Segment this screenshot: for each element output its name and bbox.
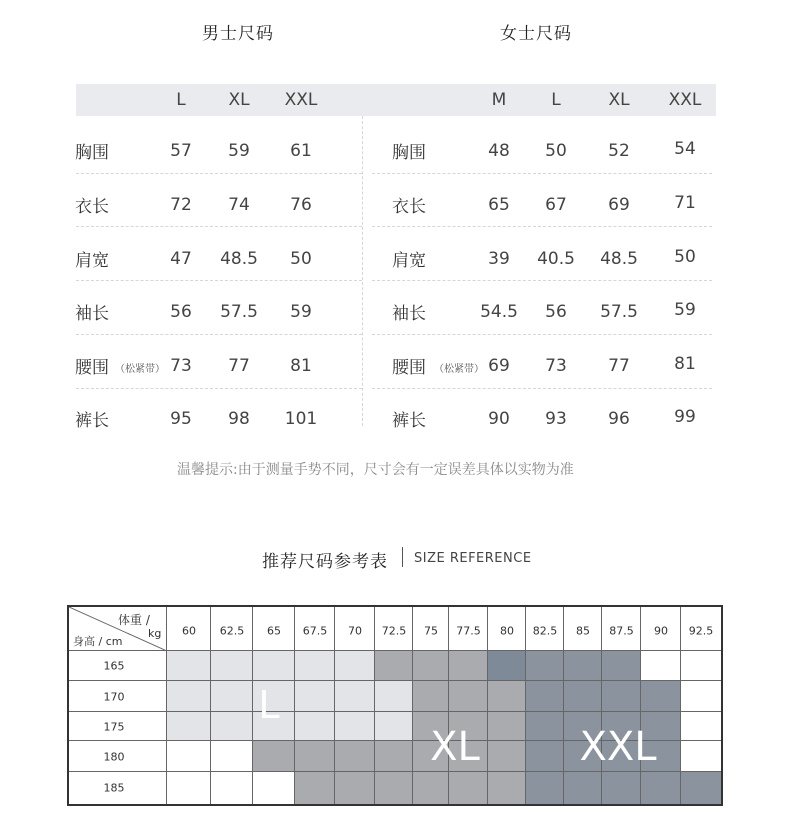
men-size-header: L [176,90,186,110]
row-divider [76,388,362,389]
size-cell [602,651,641,681]
women-cell: 71 [674,193,696,213]
women-cell: 40.5 [537,249,575,269]
size-cell [253,651,295,681]
men-cell: 59 [228,141,250,161]
women-cell: 67 [545,195,567,215]
size-cell [295,741,335,772]
women-cell: 77 [608,356,630,376]
size-cell [488,651,526,681]
women-row-label: 胸围 [392,143,426,163]
women-row-label: 衣长 [392,197,426,217]
row-divider [372,334,712,335]
weight-value: 75 [424,624,438,638]
size-cell [295,651,335,681]
men-size-header: XL [228,90,250,110]
men-cell: 57.5 [220,302,258,322]
size-cell [641,651,681,681]
height-value: 175 [103,720,125,733]
men-row-label: 腰围 [75,358,109,378]
grid-corner-header [69,607,167,651]
women-row-label: 袖长 [392,304,426,324]
height-value: 180 [103,750,125,763]
size-cell [295,712,335,741]
size-cell [211,741,253,772]
size-cell [681,651,721,681]
women-size-header: M [491,90,507,110]
women-row-label: 腰围 [392,358,426,378]
size-cell [681,712,721,741]
women-cell: 50 [545,141,567,161]
size-cell [526,712,564,741]
men-cell: 74 [228,195,250,215]
men-cell: 95 [170,409,192,429]
weight-value: 77.5 [456,624,481,638]
size-cell [211,681,253,712]
women-cell: 57.5 [600,302,638,322]
weight-unit-label: kg [148,627,162,640]
height-value: 170 [103,690,125,703]
size-cell [488,741,526,772]
size-cell [253,772,295,804]
women-cell: 59 [674,300,696,320]
weight-value: 87.5 [609,624,634,638]
size-cell [375,651,413,681]
size-cell [526,681,564,712]
title-separator [402,547,403,567]
men-cell: 48.5 [220,249,258,269]
row-divider [372,226,712,227]
size-cell [335,712,375,741]
weight-value: 85 [576,624,590,638]
size-reference-grid [67,605,723,806]
size-cell [413,651,449,681]
height-axis-label: 身高 / cm [73,635,123,648]
size-cell [335,741,375,772]
men-row-label: 衣长 [75,197,109,217]
men-row-label: 肩宽 [75,251,109,271]
women-cell: 96 [608,409,630,429]
size-cell [564,681,602,712]
women-row-label: 裤长 [392,411,426,431]
weight-value: 92.5 [688,624,714,638]
size-cell [167,651,211,681]
weight-axis-label: 体重 / [118,613,150,627]
size-cell [375,712,413,741]
men-row-label: 胸围 [75,143,109,163]
table-divider [362,116,363,426]
women-size-title: 女士尺码 [500,24,572,44]
size-cell [641,681,681,712]
men-row-label: 裤长 [75,411,109,431]
weight-value: 60 [182,624,196,638]
men-cell: 61 [290,141,312,161]
women-row-label: 肩宽 [392,251,426,271]
size-cell [167,681,211,712]
row-divider [76,280,362,281]
men-cell: 101 [284,409,318,429]
weight-value: 67.5 [302,624,328,638]
weight-value: 62.5 [219,624,245,638]
size-cell [335,651,375,681]
size-cell [564,651,602,681]
women-cell: 54 [674,139,696,159]
women-row-note: （松紧带） [434,364,484,375]
men-cell: 59 [290,302,312,322]
women-cell: 39 [488,249,510,269]
women-cell: 81 [674,354,696,374]
size-zone-label-xl: XL [430,724,480,770]
size-zone-label-xxl: XXL [579,724,657,770]
size-cell [449,681,488,712]
size-cell [335,772,375,804]
size-cell [526,741,564,772]
height-value: 165 [103,659,125,673]
women-size-header: XXL [668,90,702,110]
women-cell: 56 [545,302,567,322]
size-cell [335,681,375,712]
size-cell [641,772,681,804]
women-cell: 65 [488,195,510,215]
reference-subtitle: SIZE REFERENCE [414,551,532,566]
men-cell: 81 [290,356,312,376]
size-cell [295,772,335,804]
men-cell: 73 [170,356,192,376]
men-cell: 50 [290,249,312,269]
size-cell [167,741,211,772]
women-cell: 69 [608,195,630,215]
size-cell [526,772,564,804]
men-cell: 47 [170,249,192,269]
size-cell [488,712,526,741]
men-cell: 57 [170,141,192,161]
row-divider [76,173,362,174]
size-cell [413,681,449,712]
size-cell [375,772,413,804]
weight-value: 80 [500,624,514,638]
women-cell: 69 [488,356,510,376]
size-cell [602,681,641,712]
size-cell [681,681,721,712]
women-cell: 50 [674,247,696,267]
size-cell [488,681,526,712]
weight-value: 82.5 [532,624,558,638]
reference-title: 推荐尺码参考表 [262,552,388,572]
weight-value: 65 [267,624,281,638]
size-cell [681,741,721,772]
size-cell [211,651,253,681]
size-cell [375,741,413,772]
women-cell: 73 [545,356,567,376]
women-cell: 48.5 [600,249,638,269]
size-cell [167,712,211,741]
size-cell [413,772,449,804]
women-cell: 99 [674,407,696,427]
size-cell [449,651,488,681]
size-cell [253,741,295,772]
women-cell: 52 [608,141,630,161]
row-divider [76,226,362,227]
size-cell [211,712,253,741]
height-value: 185 [103,781,125,795]
women-size-header: XL [608,90,630,110]
size-cell [375,681,413,712]
row-divider [372,280,712,281]
size-cell [488,772,526,804]
measurement-note: 温馨提示:由于测量手势不同，尺寸会有一定误差具体以实物为准 [177,462,574,478]
weight-value: 70 [348,624,362,638]
women-cell: 93 [545,409,567,429]
size-cell [211,772,253,804]
size-cell [167,772,211,804]
women-cell: 48 [488,141,510,161]
size-cell [681,772,721,804]
size-cell [449,772,488,804]
row-divider [372,173,712,174]
size-zone-label-l: L [258,683,280,727]
size-cell [295,681,335,712]
men-size-title: 男士尺码 [202,24,274,44]
row-divider [76,334,362,335]
men-row-label: 袖长 [75,304,109,324]
men-row-note: （松紧带） [115,364,165,375]
weight-value: 72.5 [381,624,407,638]
size-cell [564,772,602,804]
men-size-header: XXL [284,90,318,110]
row-divider [372,388,712,389]
men-cell: 76 [290,195,312,215]
women-cell: 90 [488,409,510,429]
size-cell [602,772,641,804]
men-cell: 77 [228,356,250,376]
men-cell: 56 [170,302,192,322]
women-size-header: L [551,90,561,110]
men-cell: 98 [228,409,250,429]
weight-value: 90 [654,624,668,638]
size-cell [526,651,564,681]
women-cell: 54.5 [480,302,518,322]
men-cell: 72 [170,195,192,215]
